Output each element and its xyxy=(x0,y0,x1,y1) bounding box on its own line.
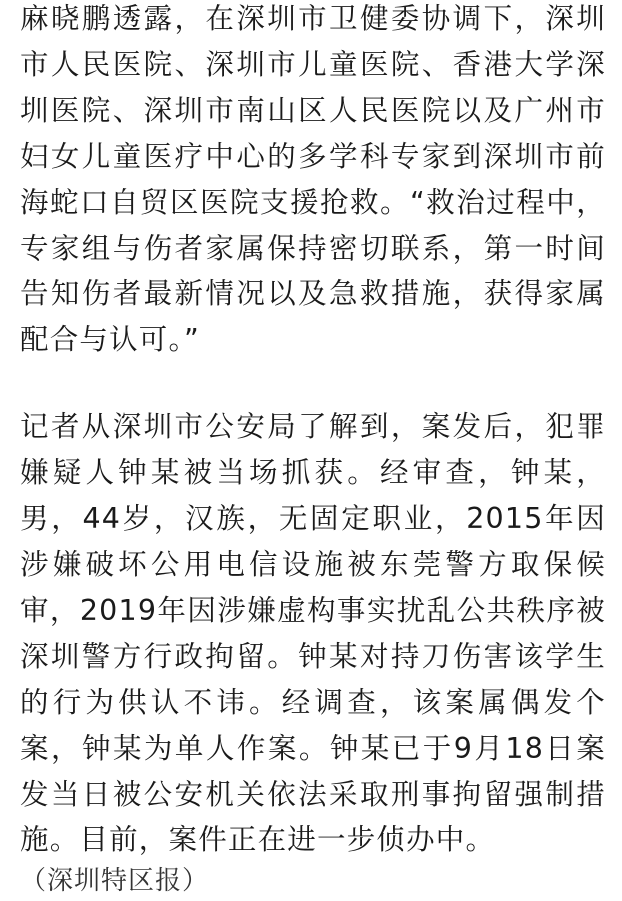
article-paragraph: 麻晓鹏透露，在深圳市卫健委协调下，深圳市人民医院、深圳市儿童医院、香港大学深圳医院、深圳市南山区人民医院以及广州市妇女儿童医疗中心的多学科专家到深圳市前海蛇口自贸区医院支援抢救。“救治过程中，专家组与伤者家属保持密切联系，第一时间告知伤者最新情况以及急救措施，获得家属配合与认可。” xyxy=(20,2,606,357)
article-body xyxy=(20,0,606,901)
article-source: （深圳特区报） xyxy=(20,866,210,897)
article-paragraph: 记者从深圳市公安局了解到，案发后，犯罪嫌疑人钟某被当场抓获。经审查，钟某，男，44岁，汉族，无固定职业，2015年因涉嫌破坏公用电信设施被东莞警方取保候审，2019年因涉嫌虚构事实扰乱公共秩序被深圳警方行政拘留。钟某对持刀伤害该学生的行为供认不讳。经调查，该案属偶发个案，钟某为单人作案。钟某已于9月18日案发当日被公安机关依法采取刑事拘留强制措施。目前，案件正在进一步侦办中。 xyxy=(20,410,606,857)
